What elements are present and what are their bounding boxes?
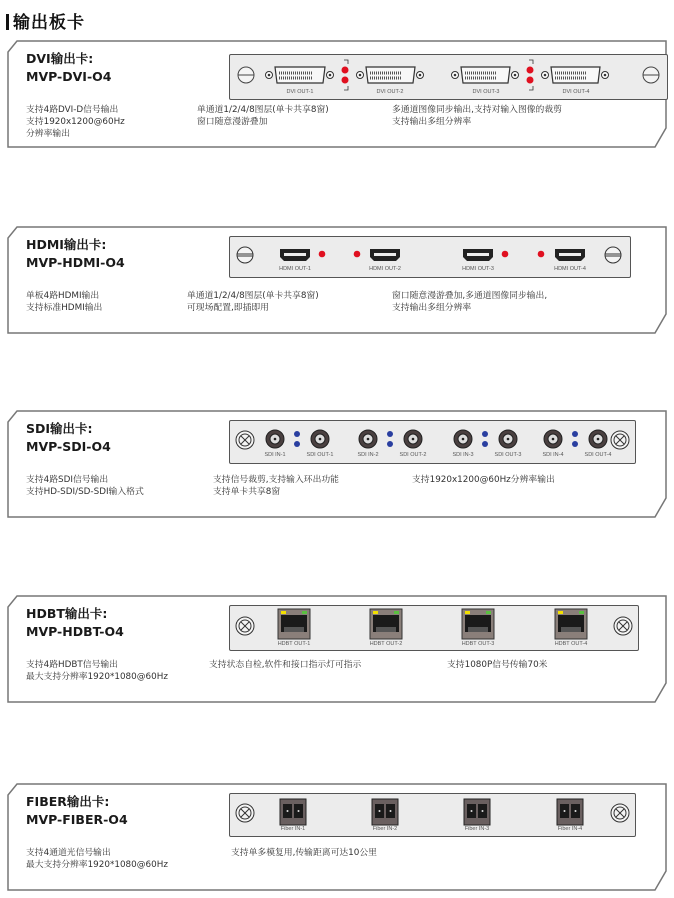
feature-col-3: 窗口随意漫游叠加,多通道图像同步输出, 支持输出多组分辨率: [392, 291, 548, 313]
screw-icon: [236, 804, 254, 822]
screw-icon: [611, 431, 629, 449]
card-title: FIBER输出卡: MVP-FIBER-O4: [26, 794, 128, 827]
feature-col-3: 多通道图像同步输出,支持对输入图像的裁剪 支持输出多组分辨率: [392, 105, 562, 127]
feature-col-3: 支持1080P信号传输70米: [447, 660, 548, 670]
port-label: SDI OUT-1: [306, 452, 334, 458]
port-label: HDMI OUT-3: [462, 266, 494, 272]
feature-col-1: 支持4通道光信号输出 最大支持分辨率1920*1080@60Hz: [26, 848, 168, 870]
port-label: Fiber IN-1: [280, 826, 306, 832]
screw-icon: [611, 804, 629, 822]
hdbt-panel-image: [229, 605, 639, 651]
port-label: HDBT OUT-3: [461, 641, 495, 647]
feature-col-2: 支持信号裁剪,支持输入环出功能 支持单卡共享8窗: [213, 475, 339, 497]
feature-col-2: 支持单多模复用,传输距离可达10公里: [231, 848, 377, 858]
dvi-panel-image: [229, 54, 668, 100]
card-title: DVI输出卡: MVP-DVI-O4: [26, 51, 112, 84]
card-title: HDMI输出卡: MVP-HDMI-O4: [26, 237, 125, 270]
port-label: DVI OUT-3: [472, 89, 500, 95]
screw-icon: [236, 617, 254, 635]
screw-icon: [238, 67, 254, 83]
port-label: SDI OUT-3: [494, 452, 522, 458]
page-title: 输出板卡: [6, 8, 85, 33]
screw-icon: [236, 431, 254, 449]
screw-icon: [605, 247, 621, 263]
port-label: SDI IN-4: [542, 452, 564, 458]
port-label: HDBT OUT-2: [369, 641, 403, 647]
screw-icon: [643, 67, 659, 83]
hdmi-panel-image: [229, 236, 631, 278]
card-hdbt: [7, 595, 667, 703]
feature-col-2: 单通道1/2/4/8图层(单卡共享8窗) 可现场配置,即插即用: [187, 291, 319, 313]
card-fiber: [7, 783, 667, 891]
feature-col-1: 支持4路DVI-D信号输出 支持1920x1200@60Hz 分辨率输出: [26, 105, 125, 139]
feature-col-2: 单通道1/2/4/8图层(单卡共享8窗) 窗口随意漫游叠加: [197, 105, 329, 127]
port-label: DVI OUT-2: [376, 89, 404, 95]
port-label: SDI IN-2: [357, 452, 379, 458]
port-label: SDI OUT-2: [399, 452, 427, 458]
port-label: SDI OUT-4: [584, 452, 612, 458]
port-label: Fiber IN-2: [372, 826, 398, 832]
port-label: HDMI OUT-2: [369, 266, 401, 272]
port-label: Fiber IN-4: [557, 826, 583, 832]
port-label: HDMI OUT-1: [279, 266, 311, 272]
port-label: SDI IN-1: [264, 452, 286, 458]
card-sdi: [7, 410, 667, 518]
feature-col-1: 单板4路HDMI输出 支持标准HDMI输出: [26, 291, 103, 313]
feature-col-1: 支持4路HDBT信号输出 最大支持分辨率1920*1080@60Hz: [26, 660, 168, 682]
port-label: HDBT OUT-1: [277, 641, 311, 647]
title-bar-accent: [6, 14, 9, 30]
port-label: HDMI OUT-4: [554, 266, 586, 272]
port-label: HDBT OUT-4: [554, 641, 588, 647]
card-dvi: [7, 40, 667, 148]
card-title: HDBT输出卡: MVP-HDBT-O4: [26, 606, 124, 639]
port-label: Fiber IN-3: [464, 826, 490, 832]
card-hdmi: [7, 226, 667, 334]
feature-col-3: 支持1920x1200@60Hz分辨率输出: [412, 475, 555, 485]
port-label: DVI OUT-4: [562, 89, 590, 95]
fiber-panel-image: [229, 793, 636, 837]
screw-icon: [614, 617, 632, 635]
card-title: SDI输出卡: MVP-SDI-O4: [26, 421, 111, 454]
port-label: DVI OUT-1: [286, 89, 314, 95]
sdi-panel-image: [229, 420, 636, 464]
screw-icon: [237, 247, 253, 263]
port-label: SDI IN-3: [452, 452, 474, 458]
feature-col-1: 支持4路SDI信号输出 支持HD-SDI/SD-SDI输入格式: [26, 475, 144, 497]
feature-col-2: 支持状态自检,软件和接口指示灯可指示: [209, 660, 362, 670]
